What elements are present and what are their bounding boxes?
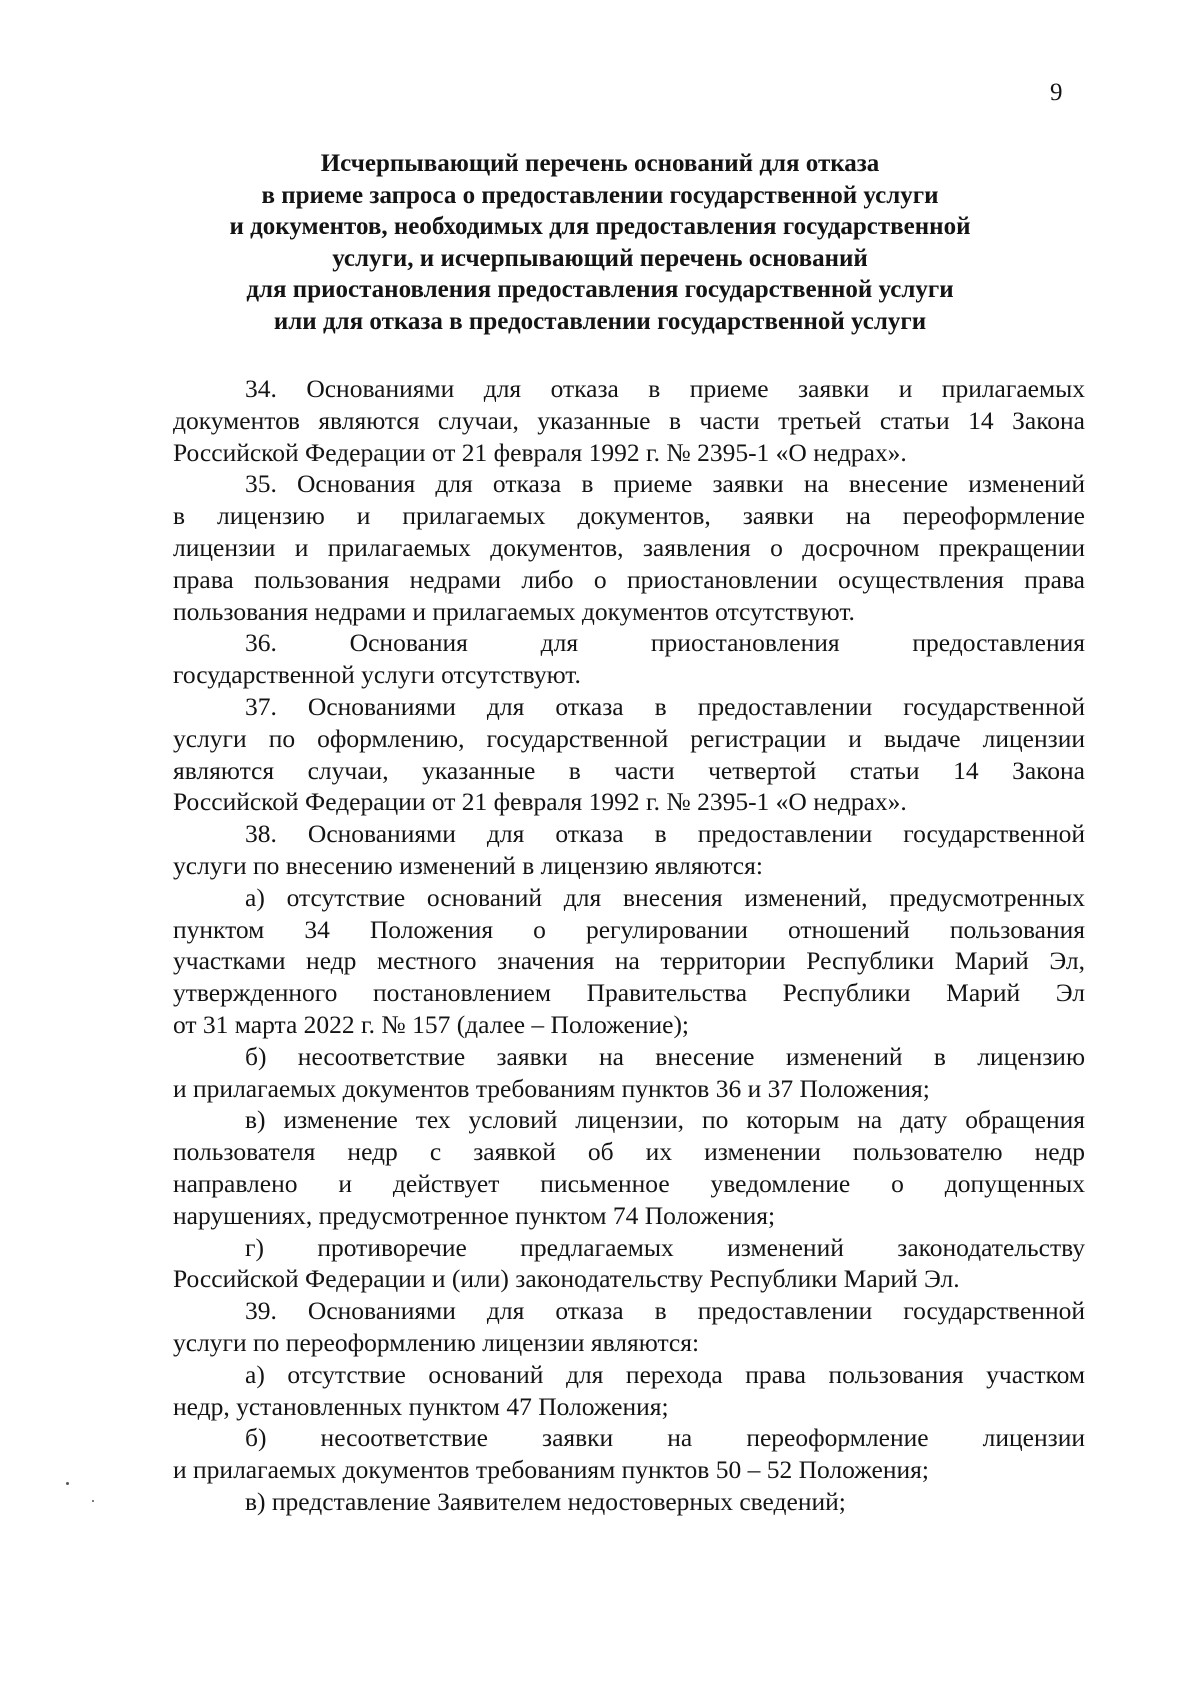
title-line: или для отказа в предоставлении государственной услуги — [273, 307, 927, 335]
paragraph-line: г) противоречие предлагаемых изменений законодательству — [245, 1232, 1085, 1262]
section-title — [150, 148, 1050, 337]
paragraph — [173, 1104, 1085, 1231]
paragraph-line: в) изменение тех условий лицензии, по которым на дату обращения — [245, 1105, 1085, 1135]
paragraph-line: Российской Федерации от 21 февраля 1992 г. № 2395-1 «О недрах». — [173, 437, 907, 467]
paragraph-line: Российской Федерации от 21 февраля 1992 г. № 2395-1 «О недрах». — [173, 787, 907, 817]
paragraph — [173, 1422, 1085, 1486]
title-line: услуги, и исчерпывающий перечень оснований — [332, 244, 868, 272]
title-line: в приеме запроса о предоставлении государственной услуги — [261, 181, 939, 209]
paragraph — [173, 1359, 1085, 1423]
paragraph-line: а) отсутствие оснований для внесения изменений, предусмотренных — [245, 882, 1085, 912]
paragraph-line: и прилагаемых документов требованиям пунктов 50 – 52 Положения; — [173, 1455, 929, 1485]
page-number: 9 — [1050, 79, 1063, 106]
paragraph-line: пользователя недр с заявкой об их изменении пользователю недр — [173, 1137, 1085, 1167]
paragraph-line: 38. Основаниями для отказа в предоставлении государственной — [245, 819, 1085, 849]
paragraph-line: в) представление Заявителем недостоверных сведений; — [245, 1486, 846, 1516]
paragraph — [173, 882, 1085, 1041]
paragraph-line: услуги по оформлению, государственной регистрации и выдаче лицензии — [173, 723, 1085, 753]
paragraph-line: пользования недрами и прилагаемых документов отсутствуют. — [173, 596, 855, 626]
title-line: Исчерпывающий перечень оснований для отказа — [320, 150, 880, 177]
paragraph-line: государственной услуги отсутствуют. — [173, 660, 581, 690]
paragraph — [173, 373, 1085, 468]
document-body — [173, 373, 1085, 1518]
paragraph-line: и прилагаемых документов требованиям пунктов 36 и 37 Положения; — [173, 1073, 930, 1103]
paragraph-line: документов являются случаи, указанные в части третьей статьи 14 Закона — [173, 405, 1085, 435]
paragraph-line: нарушениях, предусмотренное пунктом 74 Положения; — [173, 1200, 776, 1230]
paragraph-line: в лицензию и прилагаемых документов, заявки на переоформление — [173, 501, 1085, 531]
scan-speck — [92, 1500, 94, 1502]
paragraph-line: направлено и действует письменное уведомление о допущенных — [173, 1168, 1085, 1198]
paragraph-line: пунктом 34 Положения о регулировании отношений пользования — [173, 914, 1085, 944]
paragraph-line: недр, установленных пунктом 47 Положения; — [173, 1391, 669, 1421]
paragraph-line: права пользования недрами либо о приостановлении осуществления права — [173, 564, 1085, 594]
paragraph — [173, 468, 1085, 627]
paragraph-line: б) несоответствие заявки на переоформление лицензии — [245, 1423, 1085, 1453]
paragraph-line: лицензии и прилагаемых документов, заявления о досрочном прекращении — [173, 532, 1085, 562]
paragraph — [173, 1295, 1085, 1359]
paragraph — [173, 818, 1085, 882]
paragraph-line: 37. Основаниями для отказа в предоставлении государственной — [245, 691, 1085, 721]
paragraph — [173, 627, 1085, 691]
paragraph-line: услуги по внесению изменений в лицензию являются: — [173, 850, 763, 880]
paragraph-line: 35. Основания для отказа в приеме заявки на внесение изменений — [245, 469, 1085, 499]
paragraph-line: 39. Основаниями для отказа в предоставлении государственной — [245, 1296, 1085, 1326]
paragraph-line: Российской Федерации и (или) законодательству Республики Марий Эл. — [173, 1264, 960, 1294]
paragraph — [173, 1486, 1085, 1518]
title-line: для приостановления предоставления государственной услуги — [246, 276, 954, 303]
paragraph-line: утвержденного постановлением Правительства Республики Марий Эл — [173, 978, 1085, 1008]
title-line: и документов, необходимых для предоставления государственной — [229, 213, 971, 240]
scan-speck — [66, 1482, 69, 1485]
paragraph-line: участками недр местного значения на территории Республики Марий Эл, — [173, 946, 1085, 976]
paragraph — [173, 1041, 1085, 1105]
paragraph-line: 34. Основаниями для отказа в приеме заявки и прилагаемых — [245, 374, 1085, 403]
paragraph-line: являются случаи, указанные в части четвертой статьи 14 Закона — [173, 755, 1085, 785]
paragraph-line: услуги по переоформлению лицензии являются: — [173, 1327, 700, 1357]
paragraph-line: б) несоответствие заявки на внесение изменений в лицензию — [245, 1041, 1085, 1071]
paragraph-line: от 31 марта 2022 г. № 157 (далее – Положение); — [173, 1009, 690, 1039]
paragraph-line: 36. Основания для приостановления предоставления — [245, 628, 1085, 658]
paragraph-line: а) отсутствие оснований для перехода права пользования участком — [245, 1359, 1085, 1389]
paragraph — [173, 691, 1085, 818]
paragraph — [173, 1232, 1085, 1296]
